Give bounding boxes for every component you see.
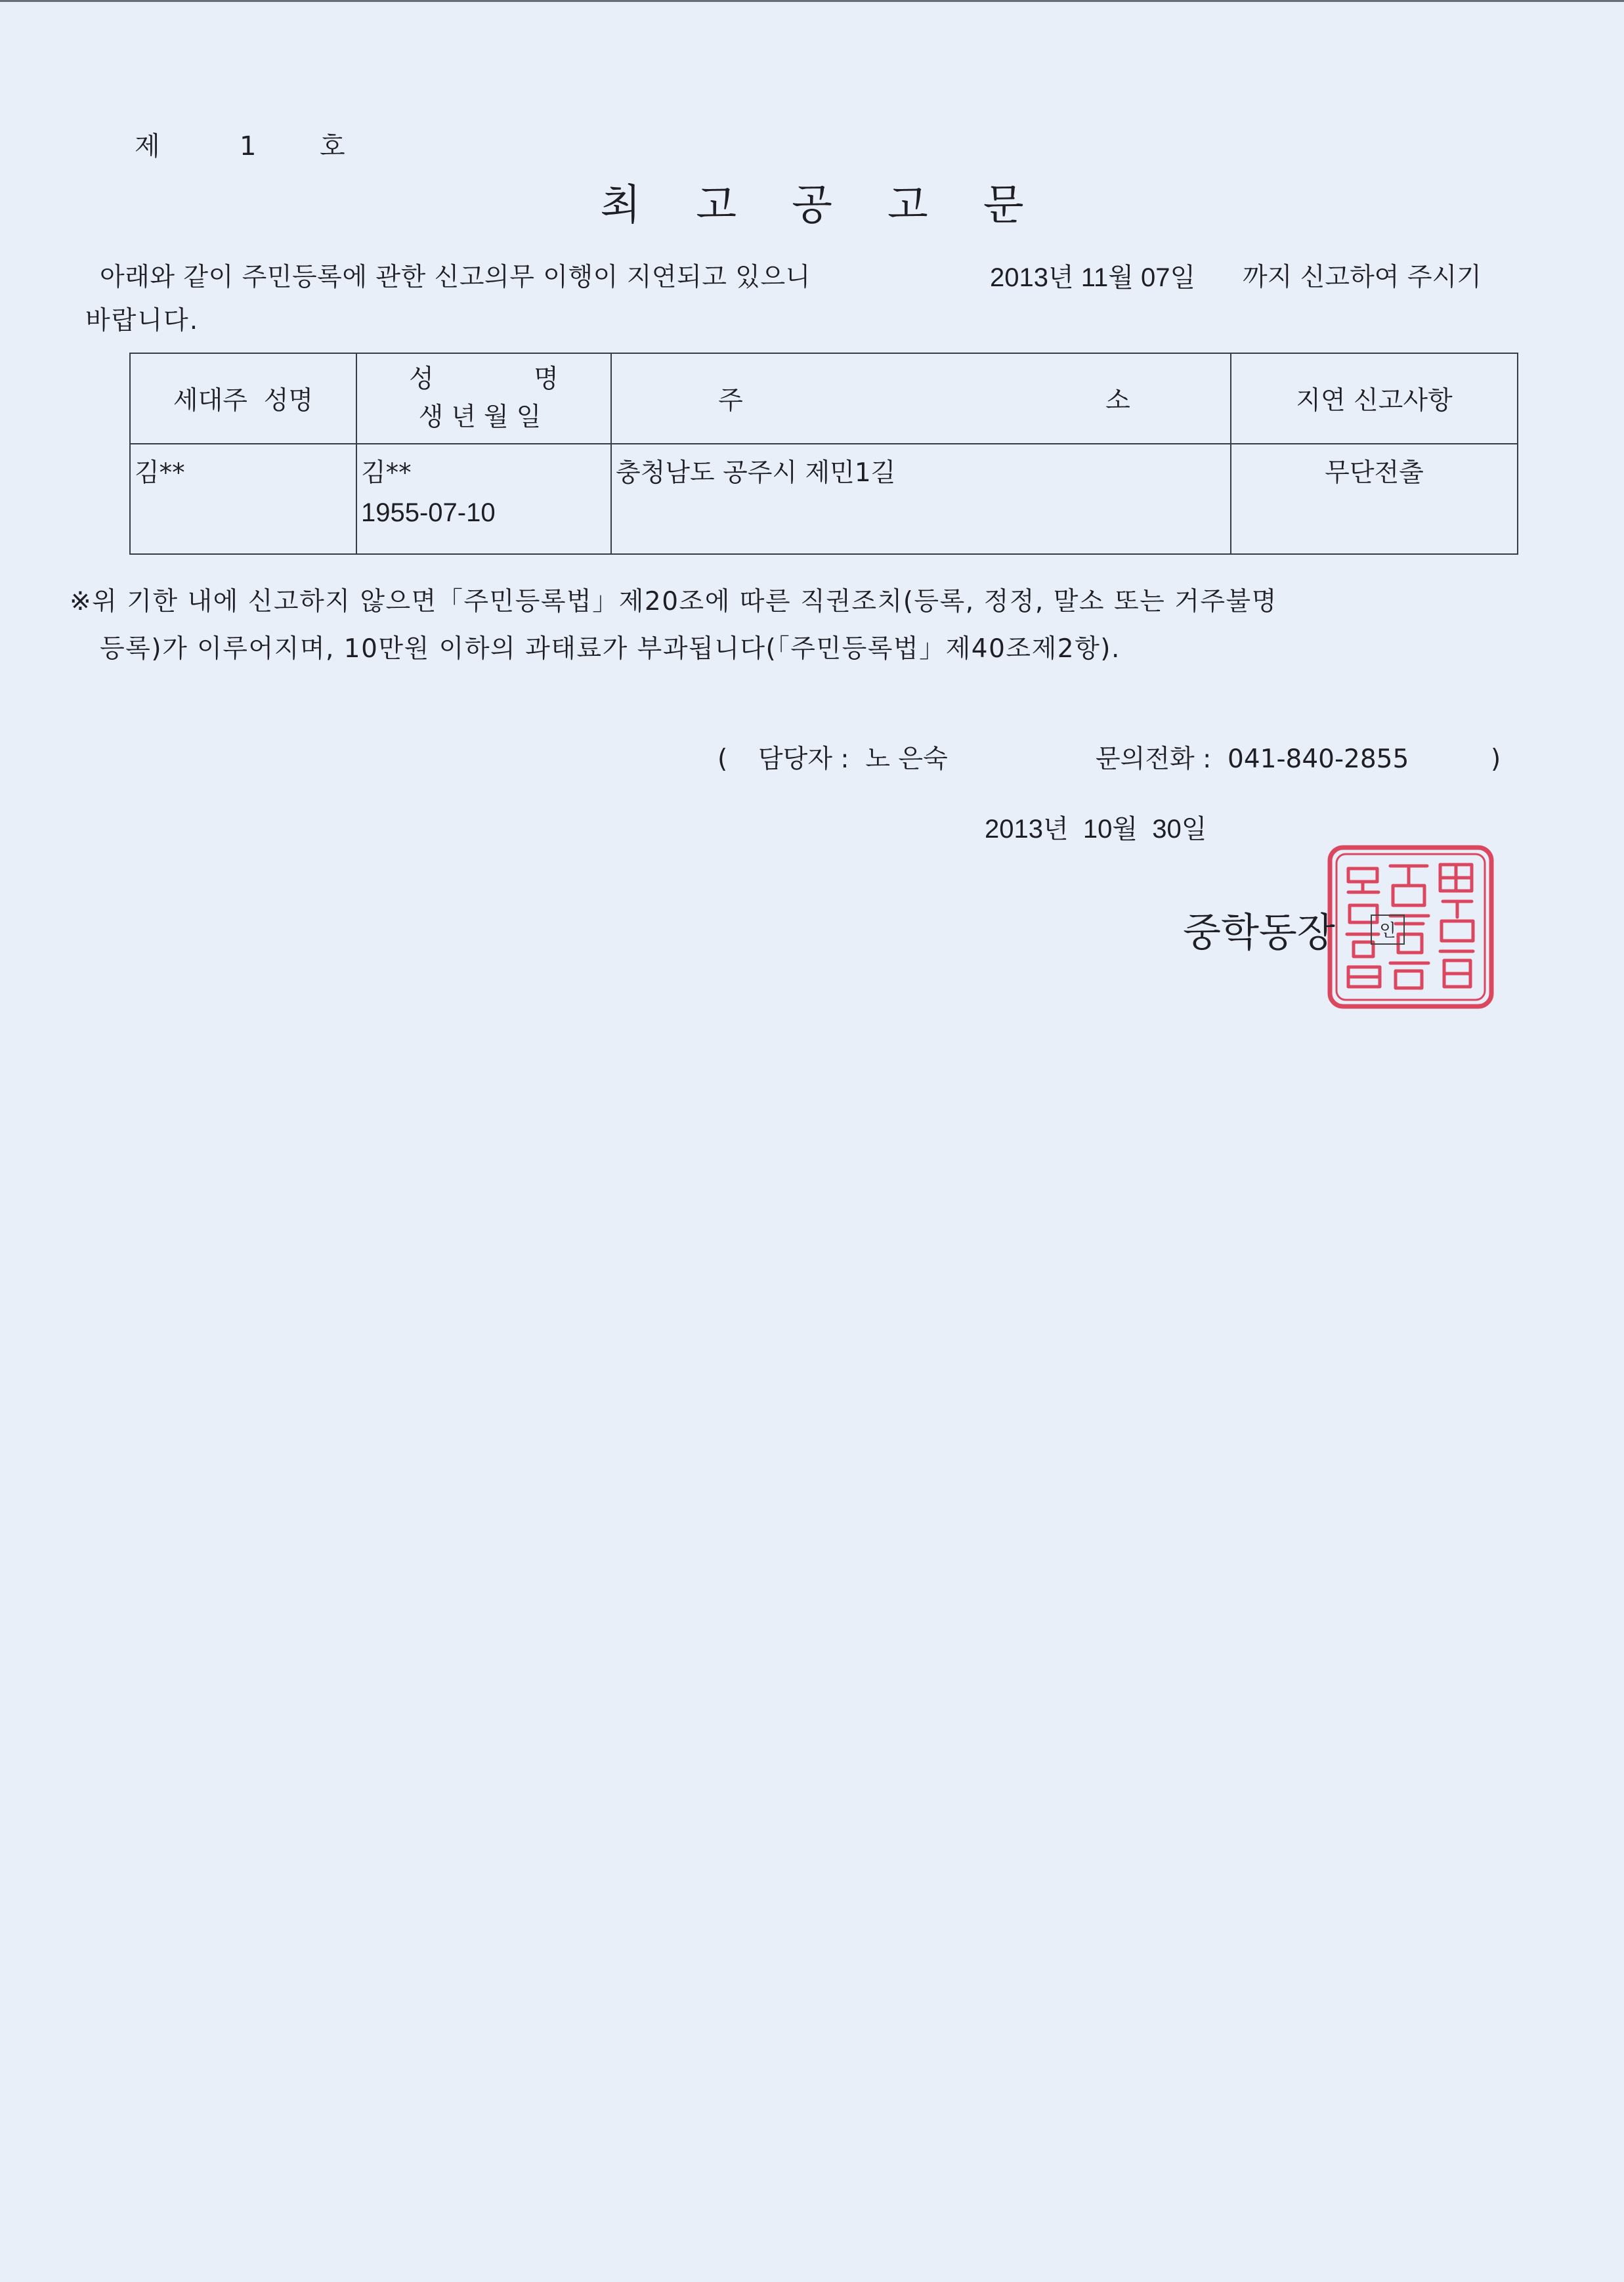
seal-mark: 인 [1371,915,1405,945]
header-address-a: 주 [718,386,743,416]
title-char: 고 [887,181,928,230]
header-householder: 세대주 성명 [130,353,356,444]
deadline-date: 2013년 11월 07일 [990,263,1196,292]
records-table [129,353,1518,555]
header-birth: 생년월일 [418,402,549,432]
page-title [0,171,1624,232]
footnote-line2: 등록)가 이루어지며, 10만원 이하의 과태료가 부과됩니다(「주민등록법」제40조제2항). [100,634,1121,664]
intro-text-tail: 까지 신고하여 주시기 [1243,263,1482,292]
signer-title: 중학동장 [1183,910,1335,956]
header-address [611,353,1231,444]
cell-birth-date: 1955-07-10 [361,498,496,527]
cell-address: 충청남도 공주시 제민1길 [611,444,1231,554]
cell-householder: 김** [130,444,356,554]
contact-close-paren: ) [1491,744,1501,774]
contact-phone: 문의전화 : 041-840-2855 [1096,744,1409,774]
header-name-a: 성 [409,364,434,394]
header-name-birth [356,353,611,444]
notice-number-value: 1 [240,131,257,161]
header-name-b: 명 [534,364,559,394]
contact-open-paren: ( [717,744,728,774]
contact-info [717,739,1501,775]
footnote-line1: ※위 기한 내에 신고하지 않으면「주민등록법」제20조에 따른 직권조치(등록, 정정, 말소 또는 거주불명 [70,587,1277,616]
title-char: 공 [792,181,832,230]
notice-number-suffix: 호 [320,131,345,161]
notice-number-prefix: 제 [135,131,160,161]
issue-date: 2013년 10월 30일 [985,815,1207,844]
title-char: 고 [696,181,737,230]
title-char: 최 [600,181,641,230]
title-char: 문 [983,181,1024,230]
table-row [130,444,1518,554]
intro-text-line2: 바랍니다. [85,306,200,335]
official-seal-icon [1325,842,1497,1012]
notice-number [135,125,345,163]
contact-manager: 담당자 : 노 은숙 [758,744,948,774]
header-report: 지연 신고사항 [1231,353,1518,444]
cell-report: 무단전출 [1231,444,1518,554]
header-address-b: 소 [1105,386,1130,416]
cell-name-birth [356,444,611,554]
cell-name: 김** [361,458,412,488]
intro-text-line1: 아래와 같이 주민등록에 관한 신고의무 이행이 지연되고 있으니 [100,263,811,292]
table-header-row [130,353,1518,444]
